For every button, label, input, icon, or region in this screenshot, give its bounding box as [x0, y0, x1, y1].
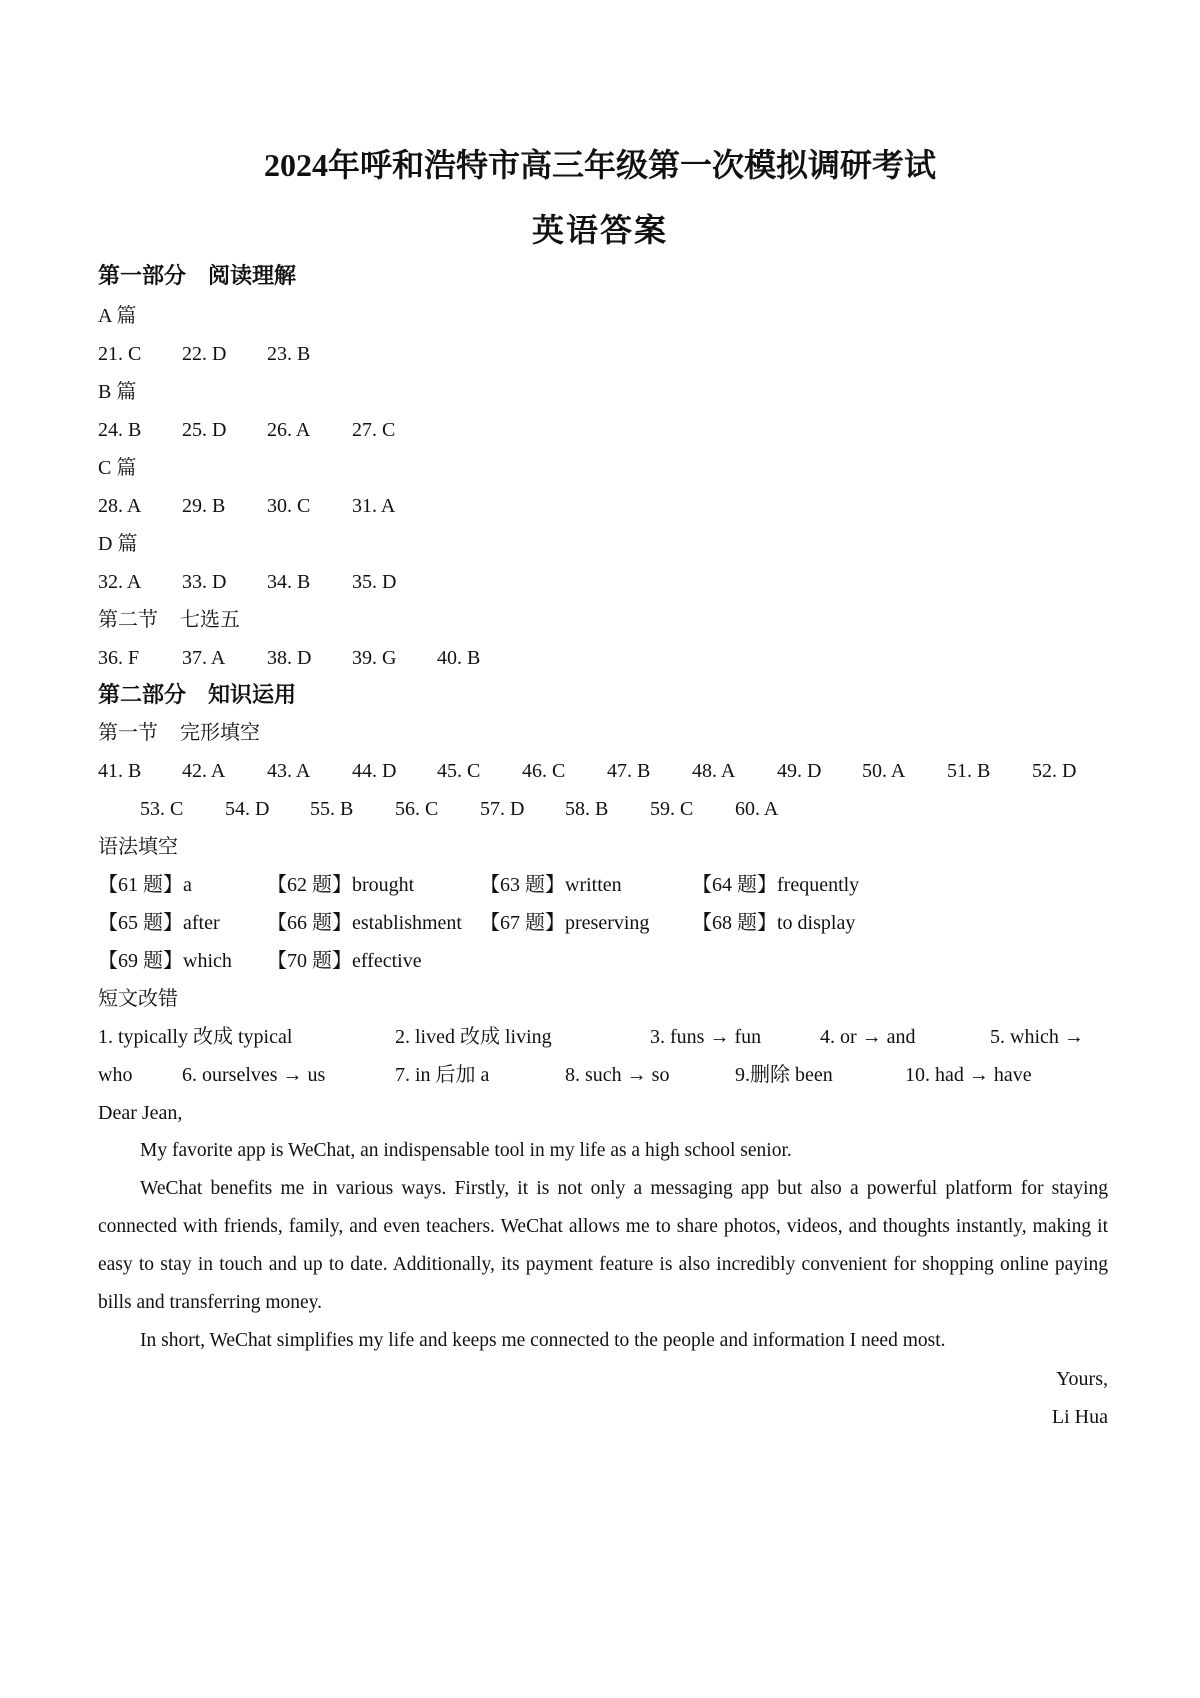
answer-item: 23. B [267, 343, 311, 365]
answer-item: 29. B [182, 495, 226, 517]
answer-item: 43. A [267, 760, 311, 782]
answer-item: 53. C [140, 798, 184, 820]
section-c-label: C 篇 [98, 457, 137, 479]
answer-item: 41. B [98, 760, 142, 782]
letter-paragraph-2 [98, 1170, 1108, 1322]
cloze-label-title: 完形填空 [180, 722, 260, 744]
answer-item: 51. B [947, 760, 991, 782]
correction-item: 3. funs → fun [650, 1026, 762, 1048]
answer-item: 28. A [98, 495, 142, 517]
answer-item: 39. G [352, 647, 397, 669]
letter-greeting: Dear Jean, [98, 1102, 183, 1124]
answer-item: 【65 题】after [98, 912, 220, 934]
answer-item: 50. A [862, 760, 906, 782]
answer-item: 47. B [607, 760, 651, 782]
cloze-label [98, 720, 260, 746]
answer-item: 【63 题】written [480, 874, 622, 896]
answer-item: 22. D [182, 343, 227, 365]
section-b-label: B 篇 [98, 381, 137, 403]
answer-item: 【70 题】effective [267, 950, 422, 972]
cloze-label-number: 第一节 [98, 722, 158, 744]
answer-item: 44. D [352, 760, 397, 782]
answer-item: 27. C [352, 419, 396, 441]
answer-item: 60. A [735, 798, 779, 820]
answer-item: 21. C [98, 343, 142, 365]
part1-heading [98, 263, 296, 289]
section-d-label: D 篇 [98, 533, 138, 555]
answer-item: 45. C [437, 760, 481, 782]
page-title: 2024年呼和浩特市高三年级第一次模拟调研考试 [263, 147, 936, 183]
answer-item: 【61 题】a [98, 874, 192, 896]
page-subtitle: 英语答案 [531, 212, 668, 248]
answer-item: 32. A [98, 571, 142, 593]
letter-paragraph-2-text: WeChat benefits me in various ways. Firstly, it is not only a messaging app but also a powerful platform for staying connected with friends, family, and even teachers. WeChat allows me to share photos, videos, and thoughts instantly, making it easy to stay in touch and up to date. Additionally, its payment feature is also incredibly convenient for shopping online paying bills and transferring money. [98, 1178, 1108, 1313]
letter-closing: Yours, [1056, 1368, 1108, 1390]
correction-item: 8. such → so [565, 1064, 670, 1086]
answer-item: 59. C [650, 798, 694, 820]
correction-item: who [98, 1064, 133, 1086]
answer-item: 37. A [182, 647, 226, 669]
answer-item: 31. A [352, 495, 396, 517]
letter-paragraph-1-text: My favorite app is WeChat, an indispensable tool in my life as a high school senior. [140, 1140, 792, 1161]
answer-item: 40. B [437, 647, 481, 669]
answer-item: 【62 题】brought [267, 874, 415, 896]
correction-item: 4. or → and [820, 1026, 916, 1048]
answer-item: 34. B [267, 571, 311, 593]
correction-item: 6. ourselves → us [182, 1064, 326, 1086]
correction-label: 短文改错 [98, 988, 178, 1010]
answer-item: 25. D [182, 419, 227, 441]
answer-item: 26. A [267, 419, 311, 441]
letter-paragraph-1 [98, 1132, 1108, 1170]
answer-item: 【68 题】to display [692, 912, 856, 934]
part1-heading-label: 第一部分 [98, 263, 187, 288]
grammar-label: 语法填空 [98, 836, 178, 858]
part2-heading-label: 第二部分 [98, 682, 187, 707]
section-a-label: A 篇 [98, 305, 137, 327]
answer-item: 24. B [98, 419, 142, 441]
answer-item: 【67 题】preserving [480, 912, 650, 934]
answer-item: 58. B [565, 798, 609, 820]
answer-item: 33. D [182, 571, 227, 593]
letter-paragraph-3 [98, 1322, 1108, 1360]
correction-item: 1. typically 改成 typical [98, 1026, 293, 1048]
answer-item: 38. D [267, 647, 312, 669]
answer-item: 48. A [692, 760, 736, 782]
answer-item: 【64 题】frequently [692, 874, 860, 896]
part1-heading-title: 阅读理解 [208, 263, 297, 288]
answer-item: 30. C [267, 495, 311, 517]
answer-item: 56. C [395, 798, 439, 820]
letter-paragraph-3-text: In short, WeChat simplifies my life and keeps me connected to the people and information I need most. [140, 1330, 946, 1351]
answer-item: 36. F [98, 647, 140, 669]
correction-item: 10. had → have [905, 1064, 1032, 1086]
correction-item: 9.删除 been [735, 1064, 833, 1086]
section2-label [98, 607, 240, 633]
answer-item: 【69 题】which [98, 950, 232, 972]
answer-item: 49. D [777, 760, 822, 782]
part2-heading-title: 知识运用 [208, 682, 297, 707]
answer-item: 【66 题】establishment [267, 912, 462, 934]
answer-item: 57. D [480, 798, 525, 820]
part2-heading [98, 682, 296, 708]
answer-item: 54. D [225, 798, 270, 820]
answer-item: 46. C [522, 760, 566, 782]
section2-label-title: 七选五 [180, 609, 240, 631]
letter-signature: Li Hua [1051, 1406, 1108, 1428]
answer-item: 52. D [1032, 760, 1077, 782]
correction-item: 7. in 后加 a [395, 1064, 490, 1086]
answer-item: 42. A [182, 760, 226, 782]
section2-label-number: 第二节 [98, 609, 158, 631]
answer-item: 35. D [352, 571, 397, 593]
correction-item: 2. lived 改成 living [395, 1026, 552, 1048]
answer-item: 55. B [310, 798, 354, 820]
correction-item: 5. which → [990, 1026, 1084, 1048]
